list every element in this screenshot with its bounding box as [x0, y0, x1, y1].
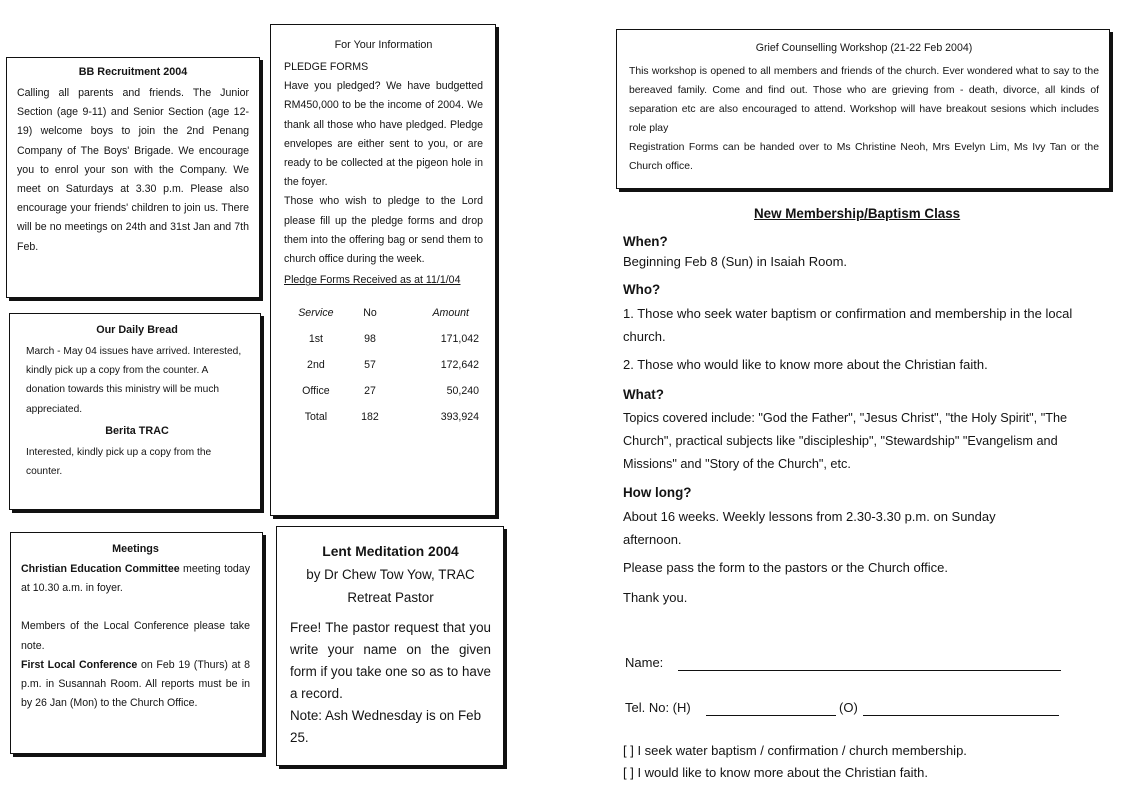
- lent-note: Note: Ash Wednesday is on Feb 25.: [290, 708, 482, 745]
- who-question: Who?: [623, 282, 661, 297]
- berita-trac-body: Interested, kindly pick up a copy from the counter.: [26, 446, 212, 478]
- meetings-title: Meetings: [112, 543, 159, 555]
- when-question: When?: [623, 234, 668, 249]
- cec-details: meeting today at 10.30 a.m. in foyer.: [21, 563, 250, 595]
- baptism-checkbox-option[interactable]: [ ] I seek water baptism / confirmation / church membership.: [623, 743, 967, 758]
- berita-trac-title: Berita TRAC: [105, 424, 169, 437]
- pledge-cell: Office: [302, 385, 330, 398]
- grief-registration: Registration Forms can be handed over to Ms Christine Neoh, Mrs Evelyn Lim, Ms Ivy Tan or the Church office.: [629, 142, 1099, 172]
- pass-form-note: Please pass the form to the pastors or the Church office.: [623, 560, 948, 575]
- lent-title: Lent Meditation 2004: [322, 544, 459, 559]
- table-row: [284, 352, 483, 378]
- pledge-col-no: No: [363, 307, 377, 320]
- pledge-cell: 1st: [308, 333, 323, 346]
- grief-title: Grief Counselling Workshop (21-22 Feb 2004): [755, 42, 973, 54]
- members-note: Members of the Local Conference please take note.: [21, 620, 250, 652]
- table-row: [284, 326, 483, 352]
- tel-home-field[interactable]: [706, 702, 836, 716]
- flc-details: on Feb 19 (Thurs) at 8 p.m. in Susannah Room. All reports must be in by 26 Jan (Mon) to the Church Office.: [21, 658, 251, 710]
- tel-office-field[interactable]: [863, 702, 1059, 716]
- bb-recruitment-title: BB Recruitment 2004: [78, 66, 188, 78]
- who-answer-1: 1. Those who seek water baptism or confirmation and membership in the local church.: [623, 306, 1073, 344]
- pledge-cell: 27: [364, 385, 376, 398]
- tel-office-label: (O): [839, 700, 858, 715]
- what-answer: Topics covered include: "God the Father", "Jesus Christ", "the Holy Spirit", "The Church", practical subjects like "discipleship", "Stewardship" "Evangelism and Missions" and "Story of the Church", etc.: [623, 411, 1068, 471]
- pledge-cell: 57: [364, 359, 376, 372]
- fyi-box: [270, 24, 496, 516]
- bb-recruitment-body: Calling all parents and friends. The Junior Section (age 9-11) and Senior Section (age 12-19) welcome boys to join the 2nd Penang Company of The Boys' Brigade. We encourage you to enrol your son with the Company. We meet on Saturdays at 3.30 p.m. Please also encourage your friends' children to join us. There will be no meetings on 24th and 31st Jan and 7th Feb.: [17, 87, 249, 253]
- pledge-cell: 98: [364, 333, 376, 346]
- pledge-cell: 171,042: [440, 333, 479, 346]
- pledge-received-title: Pledge Forms Received as at 11/1/04: [284, 274, 461, 287]
- pledge-cell: 172,642: [440, 359, 479, 372]
- name-label: Name:: [625, 655, 664, 670]
- cec-meeting-note: [21, 560, 250, 598]
- thank-you: Thank you.: [623, 590, 688, 605]
- pledge-para-1: Have you pledged? We have budgetted RM450,000 to be the income of 2004. We thank all those who have pledged. Pledge envelopes are either sent to you, or are ready to be collected at the pigeon hole in the foyer.: [284, 80, 483, 189]
- daily-bread-title: Our Daily Bread: [96, 324, 178, 336]
- bb-recruitment-box: [6, 57, 260, 298]
- lent-byline: by Dr Chew Tow Yow, TRAC Retreat Pastor: [306, 567, 475, 605]
- tel-home-label: Tel. No: (H): [625, 700, 691, 715]
- fyi-title: For Your Information: [334, 39, 433, 51]
- pledge-cell: 50,240: [446, 385, 479, 398]
- membership-class-title: New Membership/Baptism Class: [754, 206, 961, 221]
- grief-workshop-box: [616, 29, 1110, 189]
- lent-body: Free! The pastor request that you write your name on the given form if you take one so as to have a record.: [290, 620, 491, 701]
- who-answer-2: 2. Those who would like to know more about the Christian faith.: [623, 357, 988, 372]
- pledge-col-amount: Amount: [432, 307, 469, 320]
- meetings-box: [10, 532, 263, 754]
- daily-bread-box: [9, 313, 261, 510]
- cec-name: Christian Education Committee: [21, 563, 180, 575]
- faith-checkbox-option[interactable]: [ ] I would like to know more about the Christian faith.: [623, 765, 928, 780]
- pledge-cell: 393,924: [440, 411, 479, 424]
- pledge-forms-heading: PLEDGE FORMS: [284, 61, 369, 73]
- when-answer: Beginning Feb 8 (Sun) in Isaiah Room.: [623, 254, 848, 269]
- grief-body: This workshop is opened to all members and friends of the church. Ever wondered what to say to the bereaved family. Come and find out. Those who are grieving from - death, divorce, all kinds of separation etc are also encouraged to attend. Workshop will have breakout sesions which includes role play: [629, 66, 1099, 134]
- pledge-table: [284, 300, 483, 430]
- flc-note: [21, 656, 250, 714]
- daily-bread-body: March - May 04 issues have arrived. Interested, kindly pick up a copy from the counter. A donation towards this ministry will be much appreciated.: [26, 346, 242, 415]
- pledge-table-header: [284, 300, 483, 326]
- how-long-question: How long?: [623, 485, 692, 500]
- pledge-cell: 182: [361, 411, 379, 424]
- pledge-cell: Total: [304, 411, 328, 424]
- table-row: [284, 404, 483, 430]
- table-row: [284, 378, 483, 404]
- name-field[interactable]: [678, 657, 1061, 671]
- what-question: What?: [623, 387, 664, 402]
- pledge-col-service: Service: [298, 307, 334, 320]
- lent-meditation-box: [276, 526, 504, 766]
- pledge-cell: 2nd: [307, 359, 325, 372]
- how-long-answer: About 16 weeks. Weekly lessons from 2.30-3.30 p.m. on Sunday afternoon.: [623, 509, 996, 547]
- pledge-para-2: Those who wish to pledge to the Lord please fill up the pledge forms and drop them into the offering bag or send them to church office during the week.: [284, 195, 483, 266]
- flc-name: First Local Conference: [21, 658, 138, 671]
